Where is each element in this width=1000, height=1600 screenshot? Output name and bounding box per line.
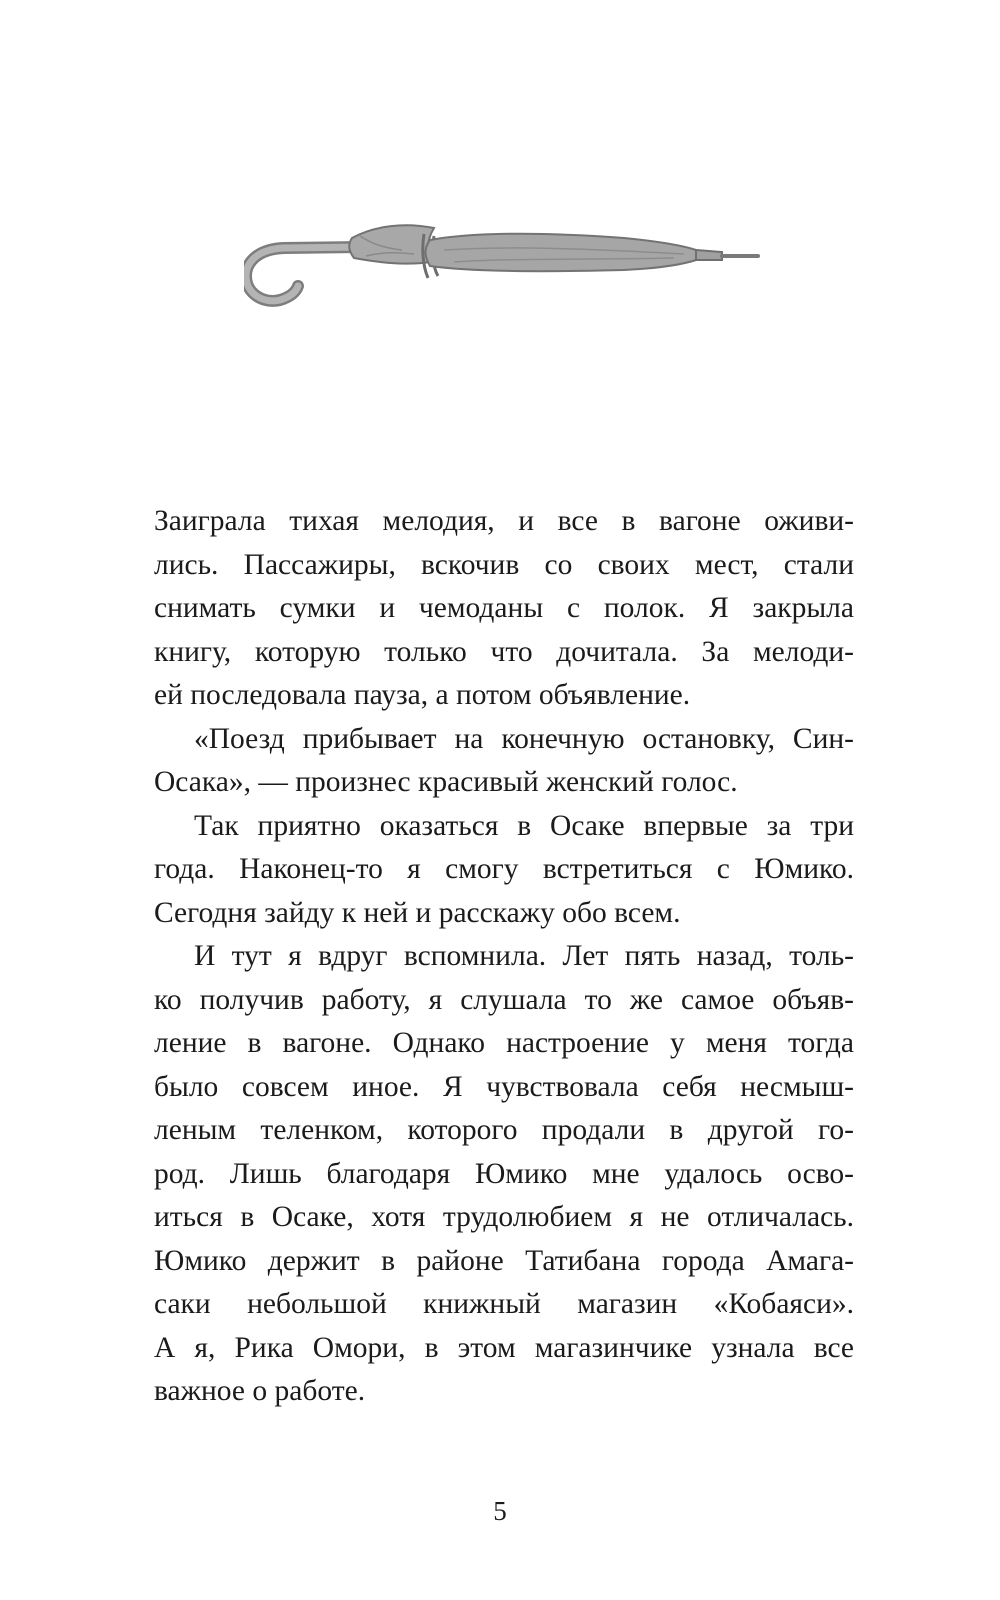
text-line: было совсем иное. Я чувствовала себя несмыш- bbox=[154, 1070, 854, 1103]
closed-umbrella-icon bbox=[244, 224, 760, 314]
text-line: Так приятно оказаться в Осаке впервые за три bbox=[194, 809, 854, 842]
text-line: Осака», — произнес красивый женский голос. bbox=[154, 766, 738, 798]
page-number: 5 bbox=[493, 1496, 507, 1526]
text-line: саки небольшой книжный магазин «Кобаяси». bbox=[154, 1288, 854, 1320]
text-line: Заиграла тихая мелодия, и все в вагоне оживи- bbox=[154, 505, 854, 537]
text-line: И тут я вдруг вспомнила. Лет пять назад, толь- bbox=[194, 940, 854, 972]
body-text bbox=[154, 500, 854, 1414]
text-line: род. Лишь благодаря Юмико мне удалось осво- bbox=[154, 1157, 854, 1190]
text-line: года. Наконец-то я смогу встретиться с Юмико. bbox=[154, 853, 854, 885]
text-line: важное о работе. bbox=[154, 1375, 366, 1407]
text-line: ко получив работу, я слушала то же самое объяв- bbox=[154, 983, 854, 1016]
text-line: книгу, которую только что дочитала. За мелоди- bbox=[154, 635, 854, 668]
text-line: «Поезд прибывает на конечную остановку, Син- bbox=[194, 722, 854, 755]
text-line: ление в вагоне. Однако настроение у меня тогда bbox=[154, 1027, 854, 1059]
text-line: А я, Рика Омори, в этом магазинчике узнала все bbox=[154, 1331, 854, 1364]
text-line: иться в Осаке, хотя трудолюбием я не отличалась. bbox=[154, 1201, 854, 1233]
text-line: Юмико держит в районе Татибана города Амага- bbox=[154, 1244, 854, 1277]
text-line: леным теленком, которого продали в другой го- bbox=[154, 1114, 854, 1146]
text-line: снимать сумки и чемоданы с полок. Я закрыла bbox=[154, 592, 854, 624]
text-line: ей последовала пауза, а потом объявление. bbox=[154, 679, 691, 711]
text-line: лись. Пассажиры, вскочив со своих мест, стали bbox=[154, 548, 854, 581]
text-line: Сегодня зайду к ней и расскажу обо всем. bbox=[154, 896, 681, 929]
